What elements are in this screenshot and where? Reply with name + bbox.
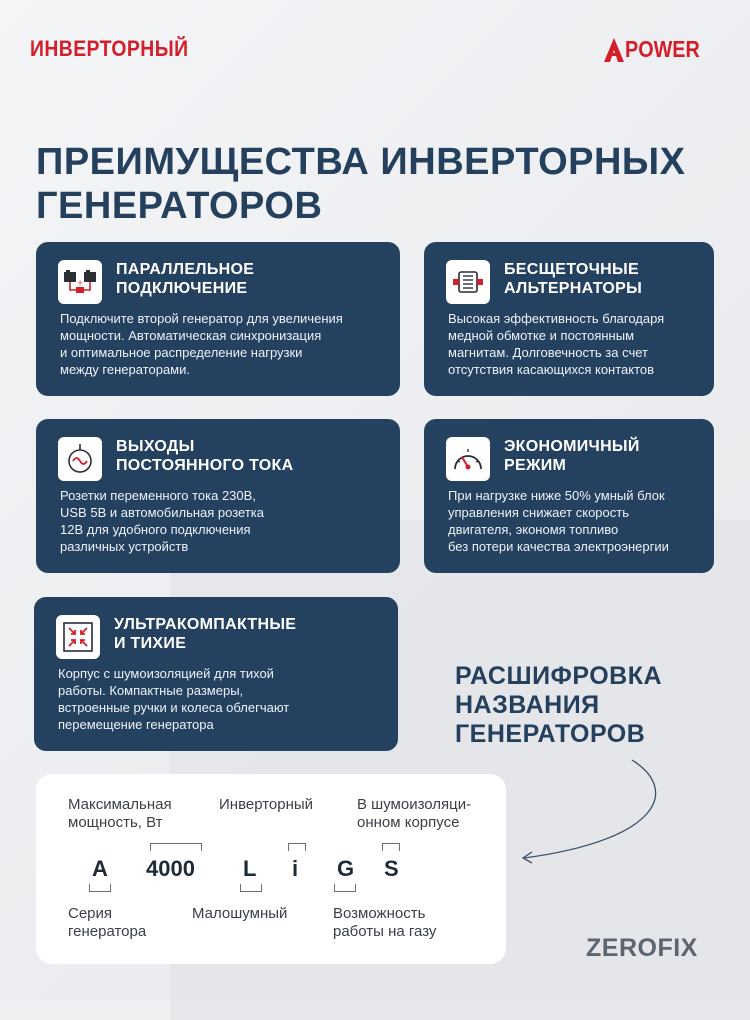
label-soundproof: [357, 796, 471, 832]
bracket: [288, 843, 306, 851]
card-text-line: отсутствия касающихся контактов: [448, 362, 655, 377]
card-text-line: встроенные ручки и колеса облегчают: [58, 700, 290, 715]
code-letter-series: A: [92, 856, 108, 881]
label-max-power: [68, 796, 172, 832]
card-text-line: Розетки переменного тока 230В,: [60, 488, 256, 503]
label-low-noise: [192, 905, 287, 923]
label-line: В шумоизоляци-: [357, 796, 472, 813]
feature-card-parallel: [36, 242, 400, 396]
brand-logo: [604, 36, 712, 63]
feature-card-dc-output: [36, 419, 400, 573]
bracket: [150, 843, 202, 851]
card-title-line: УЛЬТРАКОМПАКТНЫЕ: [114, 616, 297, 633]
card-text-line: USB 5В и автомобильная розетка: [60, 505, 264, 520]
feature-card-eco-mode: [424, 419, 714, 573]
card-text-line: управления снижает скорость: [448, 505, 629, 520]
decode-title-line: ГЕНЕРАТОРОВ: [455, 720, 646, 748]
page-title-line: ПРЕИМУЩЕСТВА ИНВЕРТОРНЫХ: [36, 141, 686, 183]
card-title-line: АЛЬТЕРНАТОРЫ: [504, 280, 643, 297]
brushless-alternator-icon: [446, 260, 490, 304]
card-title-line: ВЫХОДЫ: [116, 438, 195, 455]
label-gas: [333, 905, 436, 941]
card-title-line: РЕЖИМ: [504, 457, 567, 474]
card-title-line: БЕСЩЕТОЧНЫЕ: [504, 261, 639, 278]
card-text: [58, 665, 388, 733]
card-title-line: ПАРАЛЛЕЛЬНОЕ: [116, 261, 255, 278]
code-letter-gas: G: [337, 856, 355, 881]
card-title: [116, 260, 386, 298]
card-title: [504, 437, 704, 475]
card-title-line: ЭКОНОМИЧНЫЙ: [504, 438, 640, 455]
card-text-line: мощности. Автоматическая синхронизация: [60, 328, 322, 343]
card-text: [448, 310, 708, 378]
decode-title-line: РАСШИФРОВКА: [455, 662, 663, 690]
card-text-line: Корпус с шумоизоляцией для тихой: [58, 666, 274, 681]
logo-mark-icon: [604, 38, 624, 62]
footer-brand: ZEROFIX: [586, 934, 698, 962]
card-title-line: ПОДКЛЮЧЕНИЕ: [116, 280, 248, 297]
bracket: [334, 884, 356, 892]
category-tag: ИНВЕРТОРНЫЙ: [30, 36, 189, 61]
card-text: [448, 487, 716, 555]
code-letter-inverter: i: [292, 856, 299, 881]
feature-card-compact: [34, 597, 398, 751]
card-title-line: И ТИХИЕ: [114, 635, 187, 652]
label-line: онном корпусе: [357, 814, 460, 831]
label-line: Малошумный: [192, 905, 288, 922]
label-line: Серия: [68, 905, 113, 922]
label-line: Максимальная: [68, 796, 172, 813]
code-letter-low-noise: L: [243, 856, 257, 881]
code-letter-soundproof: S: [384, 856, 399, 881]
curved-arrow-icon: [510, 750, 680, 870]
label-line: мощность, Вт: [68, 814, 163, 831]
label-series: [68, 905, 146, 941]
card-text-line: без потери качества электроэнергии: [448, 539, 669, 554]
card-text-line: и оптимальное распределение нагрузки: [60, 345, 303, 360]
page-title: [36, 140, 716, 228]
compact-arrows-icon: [56, 615, 100, 659]
card-title: [114, 615, 384, 653]
card-text-line: медной обмотке и постоянным: [448, 328, 635, 343]
bracket: [89, 884, 111, 892]
label-line: генератора: [68, 923, 147, 940]
card-text-line: двигателя, экономя топливо: [448, 522, 619, 537]
card-text-line: При нагрузке ниже 50% умный блок: [448, 488, 665, 503]
card-text-line: магнитам. Долговечность за счет: [448, 345, 648, 360]
bracket: [240, 884, 262, 892]
card-text-line: Подключите второй генератор для увеличения: [60, 311, 343, 326]
decode-title: [455, 662, 745, 749]
card-text: [60, 487, 390, 555]
code-power: 4000: [146, 856, 195, 881]
label-line: работы на газу: [333, 923, 437, 940]
card-text-line: 12В для удобного подключения: [60, 522, 251, 537]
card-text-line: перемещение генератора: [58, 717, 214, 732]
label-line: Возможность: [333, 905, 426, 922]
feature-card-brushless: [424, 242, 714, 396]
card-text: [60, 310, 390, 378]
card-title: [116, 437, 386, 475]
card-title: [504, 260, 704, 298]
page-title-line: ГЕНЕРАТОРОВ: [36, 185, 323, 227]
card-text-line: различных устройств: [60, 539, 189, 554]
decode-title-line: НАЗВАНИЯ: [455, 691, 600, 719]
logo-text: POWER: [625, 36, 700, 62]
dc-output-icon: [58, 437, 102, 481]
card-text-line: между генераторами.: [60, 362, 190, 377]
card-text-line: Высокая эффективность благодаря: [448, 311, 665, 326]
svg-text:+: +: [77, 279, 83, 287]
label-inverter: [219, 796, 313, 814]
card-title-line: ПОСТОЯННОГО ТОКА: [116, 457, 294, 474]
card-text-line: работы. Компактные размеры,: [58, 683, 244, 698]
label-line: Инверторный: [219, 796, 314, 813]
parallel-connection-icon: [58, 260, 102, 304]
bracket: [382, 843, 400, 851]
eco-mode-gauge-icon: [446, 437, 490, 481]
